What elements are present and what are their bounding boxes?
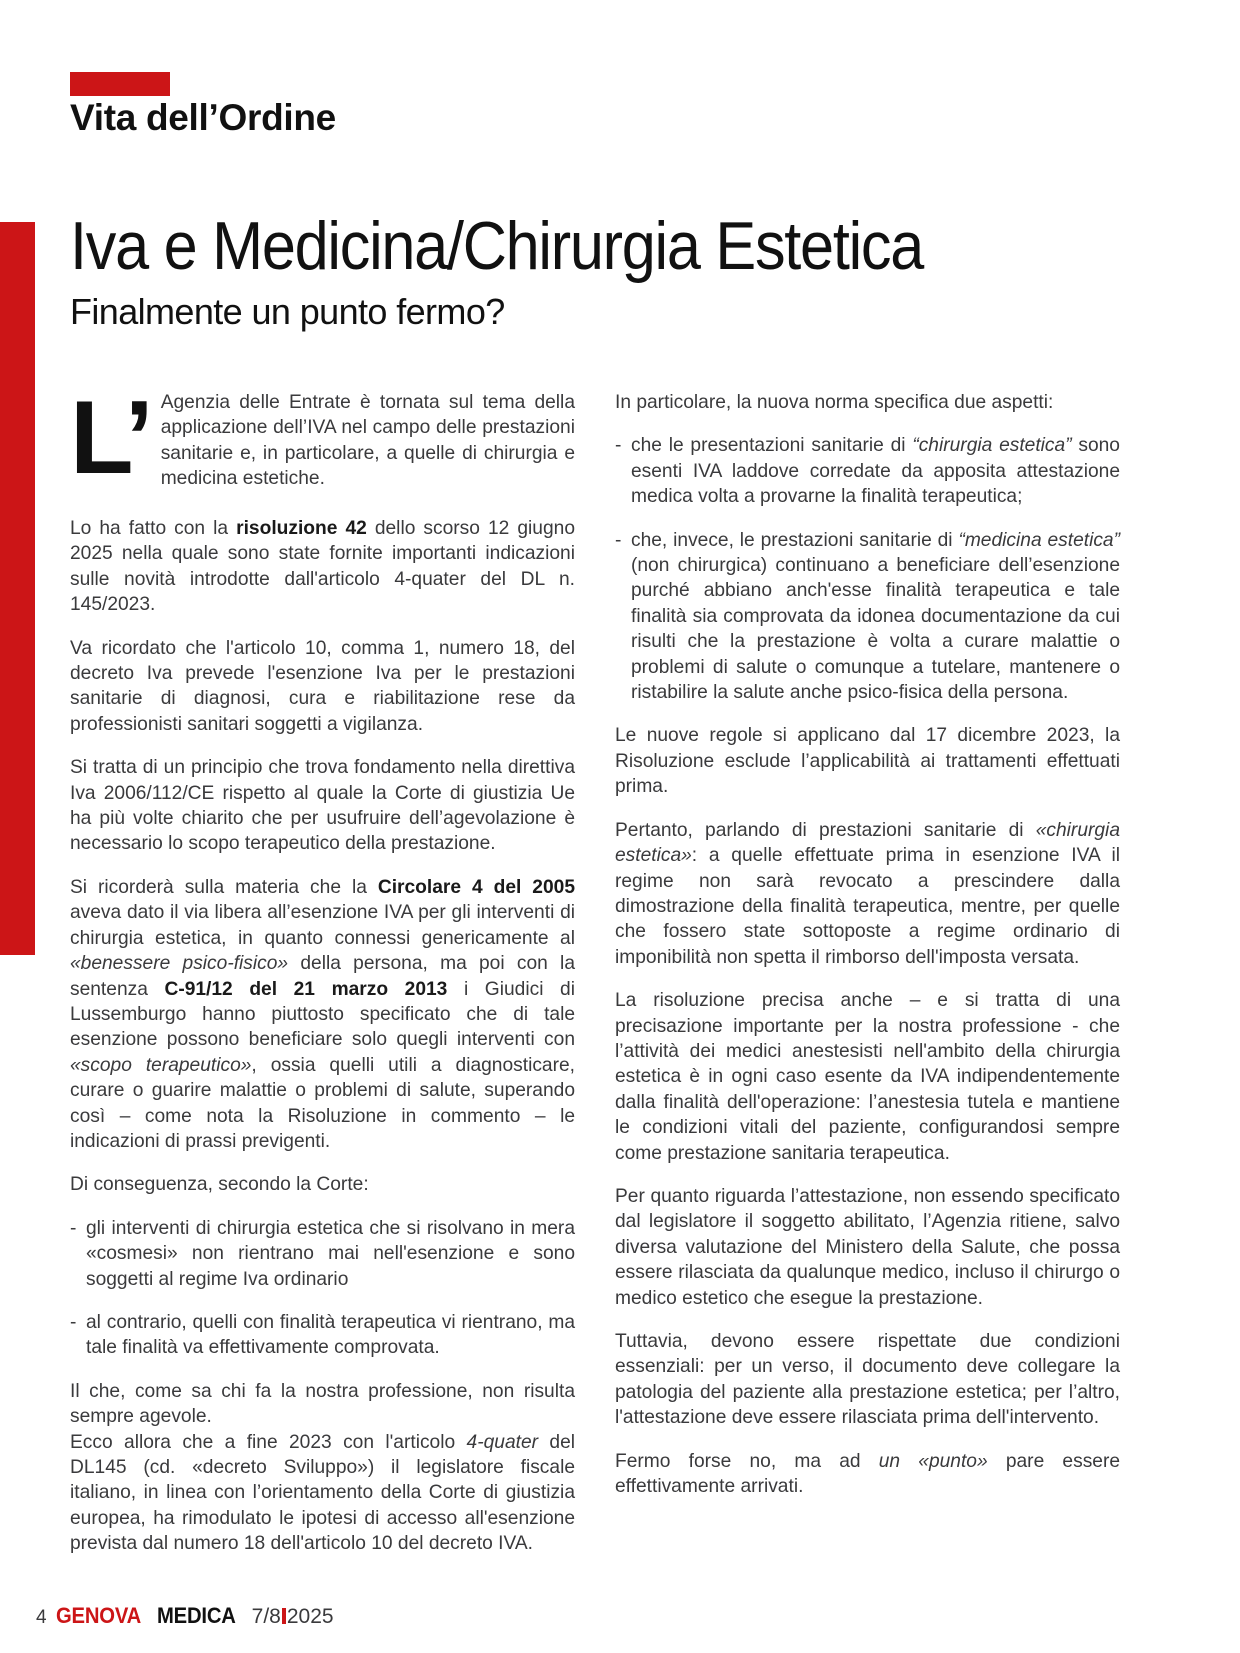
- issue-separator: [282, 1608, 286, 1624]
- drop-cap: L’: [70, 380, 151, 496]
- magazine-brand-secondary: MEDICA: [157, 1603, 236, 1628]
- kicker-rule: [70, 72, 170, 96]
- bold-run-risoluzione-42: risoluzione 42: [236, 518, 367, 539]
- left-accent-bar: [0, 222, 35, 955]
- italic-run-chirurgia-estetica: “chirurgia estetica”: [912, 435, 1072, 457]
- list-item-text: gli interventi di chirurgia estetica che si risolvano in mera «cosmesi» non rientrano mai nell'esenzione e sono soggetti al regime Iva ordinario: [86, 1217, 575, 1290]
- bullet-marker: -: [70, 1217, 77, 1239]
- text-run: dello scorso 12 giugno 2025 nella quale sono state fornite importanti indicazioni sulle novità introdotte dall'articolo 4-quater del DL n. 145/2023.: [70, 518, 575, 616]
- list-item: [615, 528, 1120, 706]
- text-run: i Giudici di Lussemburgo hanno piuttosto specificato che di tale esenzione possono beneficiare solo quegli interventi con: [70, 978, 575, 1051]
- issue-months: 7/8: [251, 1605, 281, 1628]
- list-item: [615, 433, 1120, 509]
- page-footer: [36, 1603, 334, 1629]
- bullet-marker: -: [615, 435, 622, 457]
- text-run: pare essere effettivamente arrivati.: [615, 1450, 1121, 1498]
- paragraph-conclusione: [615, 1449, 1120, 1500]
- list-item-text: al contrario, quelli con finalità terapeutica vi rientrano, ma tale finalità va effettivamente comprovata.: [86, 1311, 575, 1359]
- text-run: della persona, ma poi con la sentenza: [70, 953, 575, 1000]
- issue-year: 2025: [286, 1605, 334, 1628]
- text-run: Lo ha fatto con la: [70, 518, 237, 539]
- list-item-text: [631, 433, 1120, 509]
- page-number: 4: [36, 1607, 47, 1628]
- paragraph-articolo-10: Va ricordato che l'articolo 10, comma 1, numero 18, del decreto Iva prevede l'esenzione Iva per le prestazioni sanitarie di diagnosi, cura e riabilitazione rese da professionisti sanitari soggetti a vigilanza.: [70, 637, 575, 735]
- bold-run-sentenza-c9112: C-91/12 del 21 marzo 2013: [164, 978, 448, 1000]
- paragraph-resolution-42: [70, 516, 575, 618]
- paragraph-anestesisti: La risoluzione precisa anche – e si tratta di una precisazione importante per la nostra professione - che l’attività dei medici anestesisti nell'ambito della chirurgia estetica è in ogni caso esente da IVA indipendentemente dalla finalità dell'operazione: l’anestesia tutela e mantiene le condizioni vitali del paziente, configurandosi sempre come prestazione sanitaria terapeutica.: [615, 990, 1120, 1164]
- italic-run-chirurgia-estetica-2: «chirurgia estetica»: [615, 819, 1120, 867]
- lead-paragraph: [70, 380, 575, 498]
- text-run: del DL145 (cd. «decreto Sviluppo») il legislatore fiscale italiano, in linea con l’orientamento della Corte di giustizia europea, ha rimodulato le ipotesi di accesso all'esenzione prevista dal numero 18 dell'articolo 10 del decreto IVA.: [70, 1431, 575, 1555]
- paragraph-circolare-4: [70, 875, 575, 1154]
- headline-block: [70, 208, 1190, 332]
- text-run: : a quelle effettuate prima in esenzione IVA il regime non sarà revocato a prescindere dalla dimostrazione della finalità terapeutica, mentre, per quelle che fossero state sottoposte a regime ordinario di imponibilità non spetta il rimborso dell'imposta versata.: [615, 845, 1120, 968]
- page-title: Iva e Medicina/Chirurgia Estetica: [70, 208, 924, 284]
- paragraph-pertanto: [615, 818, 1120, 970]
- text-run: (non chirurgica) continuano a beneficiare dell’esenzione purché abbiano anch'esse finalità terapeutica e tale finalità sia comprovata da idonea documentazione da cui risulti che la prestazione è volta a curare malattie o problemi di salute o comunque a tutelare, mantenere o ristabilire la salute anche psico-fisica della persona.: [631, 555, 1120, 704]
- bold-run-circolare-4: Circolare 4 del 2005: [377, 876, 575, 898]
- text-run: che le presentazioni sanitarie di: [631, 435, 913, 457]
- paragraph-direttiva-iva: Si tratta di un principio che trova fondamento nella direttiva Iva 2006/112/CE rispetto al quale la Corte di giustizia Ue ha più volte chiarito che per usufruire dell’agevolazione è necessario lo scopo terapeutico della prestazione.: [70, 757, 575, 855]
- issue-label: [252, 1605, 334, 1629]
- paragraph-condizioni: Tuttavia, devono essere rispettate due condizioni essenziali: per un verso, il documento deve collegare la patologia del paziente alla prestazione estetica; per l’altro, l'attestazione deve essere rilasciata prima dell'intervento.: [615, 1331, 1120, 1429]
- paragraph-non-agevole: Il che, come sa chi fa la nostra professione, non risulta sempre agevole.: [70, 1380, 575, 1428]
- text-run: Fermo forse no, ma ad: [615, 1450, 879, 1472]
- text-run: , ossia quelli utili a diagnosticare, curare o guarire malattie o problemi di salute, superando così – come nota la Risoluzione in commento – le indicazioni di prassi previgenti.: [70, 1054, 575, 1152]
- italic-run-un-punto: un «punto»: [878, 1450, 988, 1472]
- list-item: [70, 1310, 575, 1361]
- paragraph-nuove-regole: Le nuove regole si applicano dal 17 dicembre 2023, la Risoluzione esclude l’applicabilità ai trattamenti effettuati prima.: [615, 725, 1120, 798]
- text-run: Pertanto, parlando di prestazioni sanitarie di: [615, 819, 1036, 841]
- bullet-marker: -: [615, 529, 622, 551]
- section-kicker: [70, 72, 970, 138]
- italic-run-medicina-estetica: “medicina estetica”: [958, 529, 1120, 551]
- paragraph-di-conseguenza: Di conseguenza, secondo la Corte:: [70, 1174, 369, 1196]
- list-item: [70, 1216, 575, 1292]
- article-body: [70, 380, 1121, 1557]
- kicker-label: Vita dell’Ordine: [70, 97, 336, 138]
- magazine-brand-primary: GENOVA: [55, 1603, 141, 1628]
- text-run: aveva dato il via libera all’esenzione IVA per gli interventi di chirurgia estetica, in quanto connessi genericamente al: [70, 902, 575, 949]
- italic-run-scopo-terapeutico: «scopo terapeutico»: [70, 1054, 252, 1076]
- lead-paragraph-text: Agenzia delle Entrate è tornata sul tema della applicazione dell’IVA nel campo delle prestazioni sanitarie e, in particolare, a quelle di chirurgia e medicina estetiche.: [160, 392, 575, 490]
- right-column: [615, 390, 1120, 1557]
- italic-run-4-quater: 4-quater: [466, 1431, 539, 1453]
- text-run: Ecco allora che a fine 2023 con l'articolo: [70, 1431, 467, 1453]
- page-subtitle: Finalmente un punto fermo?: [70, 291, 505, 332]
- list-item-text: [631, 528, 1120, 706]
- paragraph-attestazione: Per quanto riguarda l’attestazione, non essendo specificato dal legislatore il soggetto abilitato, l’Agenzia ritiene, salvo diversa valutazione del Ministero della Salute, che possa essere rilasciata da qualunque medico, incluso il chirurgo o medico estetico che esegue la prestazione.: [615, 1185, 1120, 1309]
- text-run: Si ricorderà sulla materia che la: [70, 876, 378, 898]
- paragraph-decreto-sviluppo: [70, 1430, 575, 1557]
- text-run: che, invece, le prestazioni sanitarie di: [631, 529, 959, 551]
- left-column: [70, 380, 575, 1557]
- text-run: sono esenti IVA laddove corredate da apposita attestazione medica volta a provarne la finalità terapeutica;: [631, 435, 1120, 508]
- paragraph-due-aspetti: In particolare, la nuova norma specifica due aspetti:: [615, 392, 1054, 413]
- bullet-marker: -: [70, 1311, 77, 1333]
- italic-run-benessere: «benessere psico-fisico»: [70, 953, 289, 975]
